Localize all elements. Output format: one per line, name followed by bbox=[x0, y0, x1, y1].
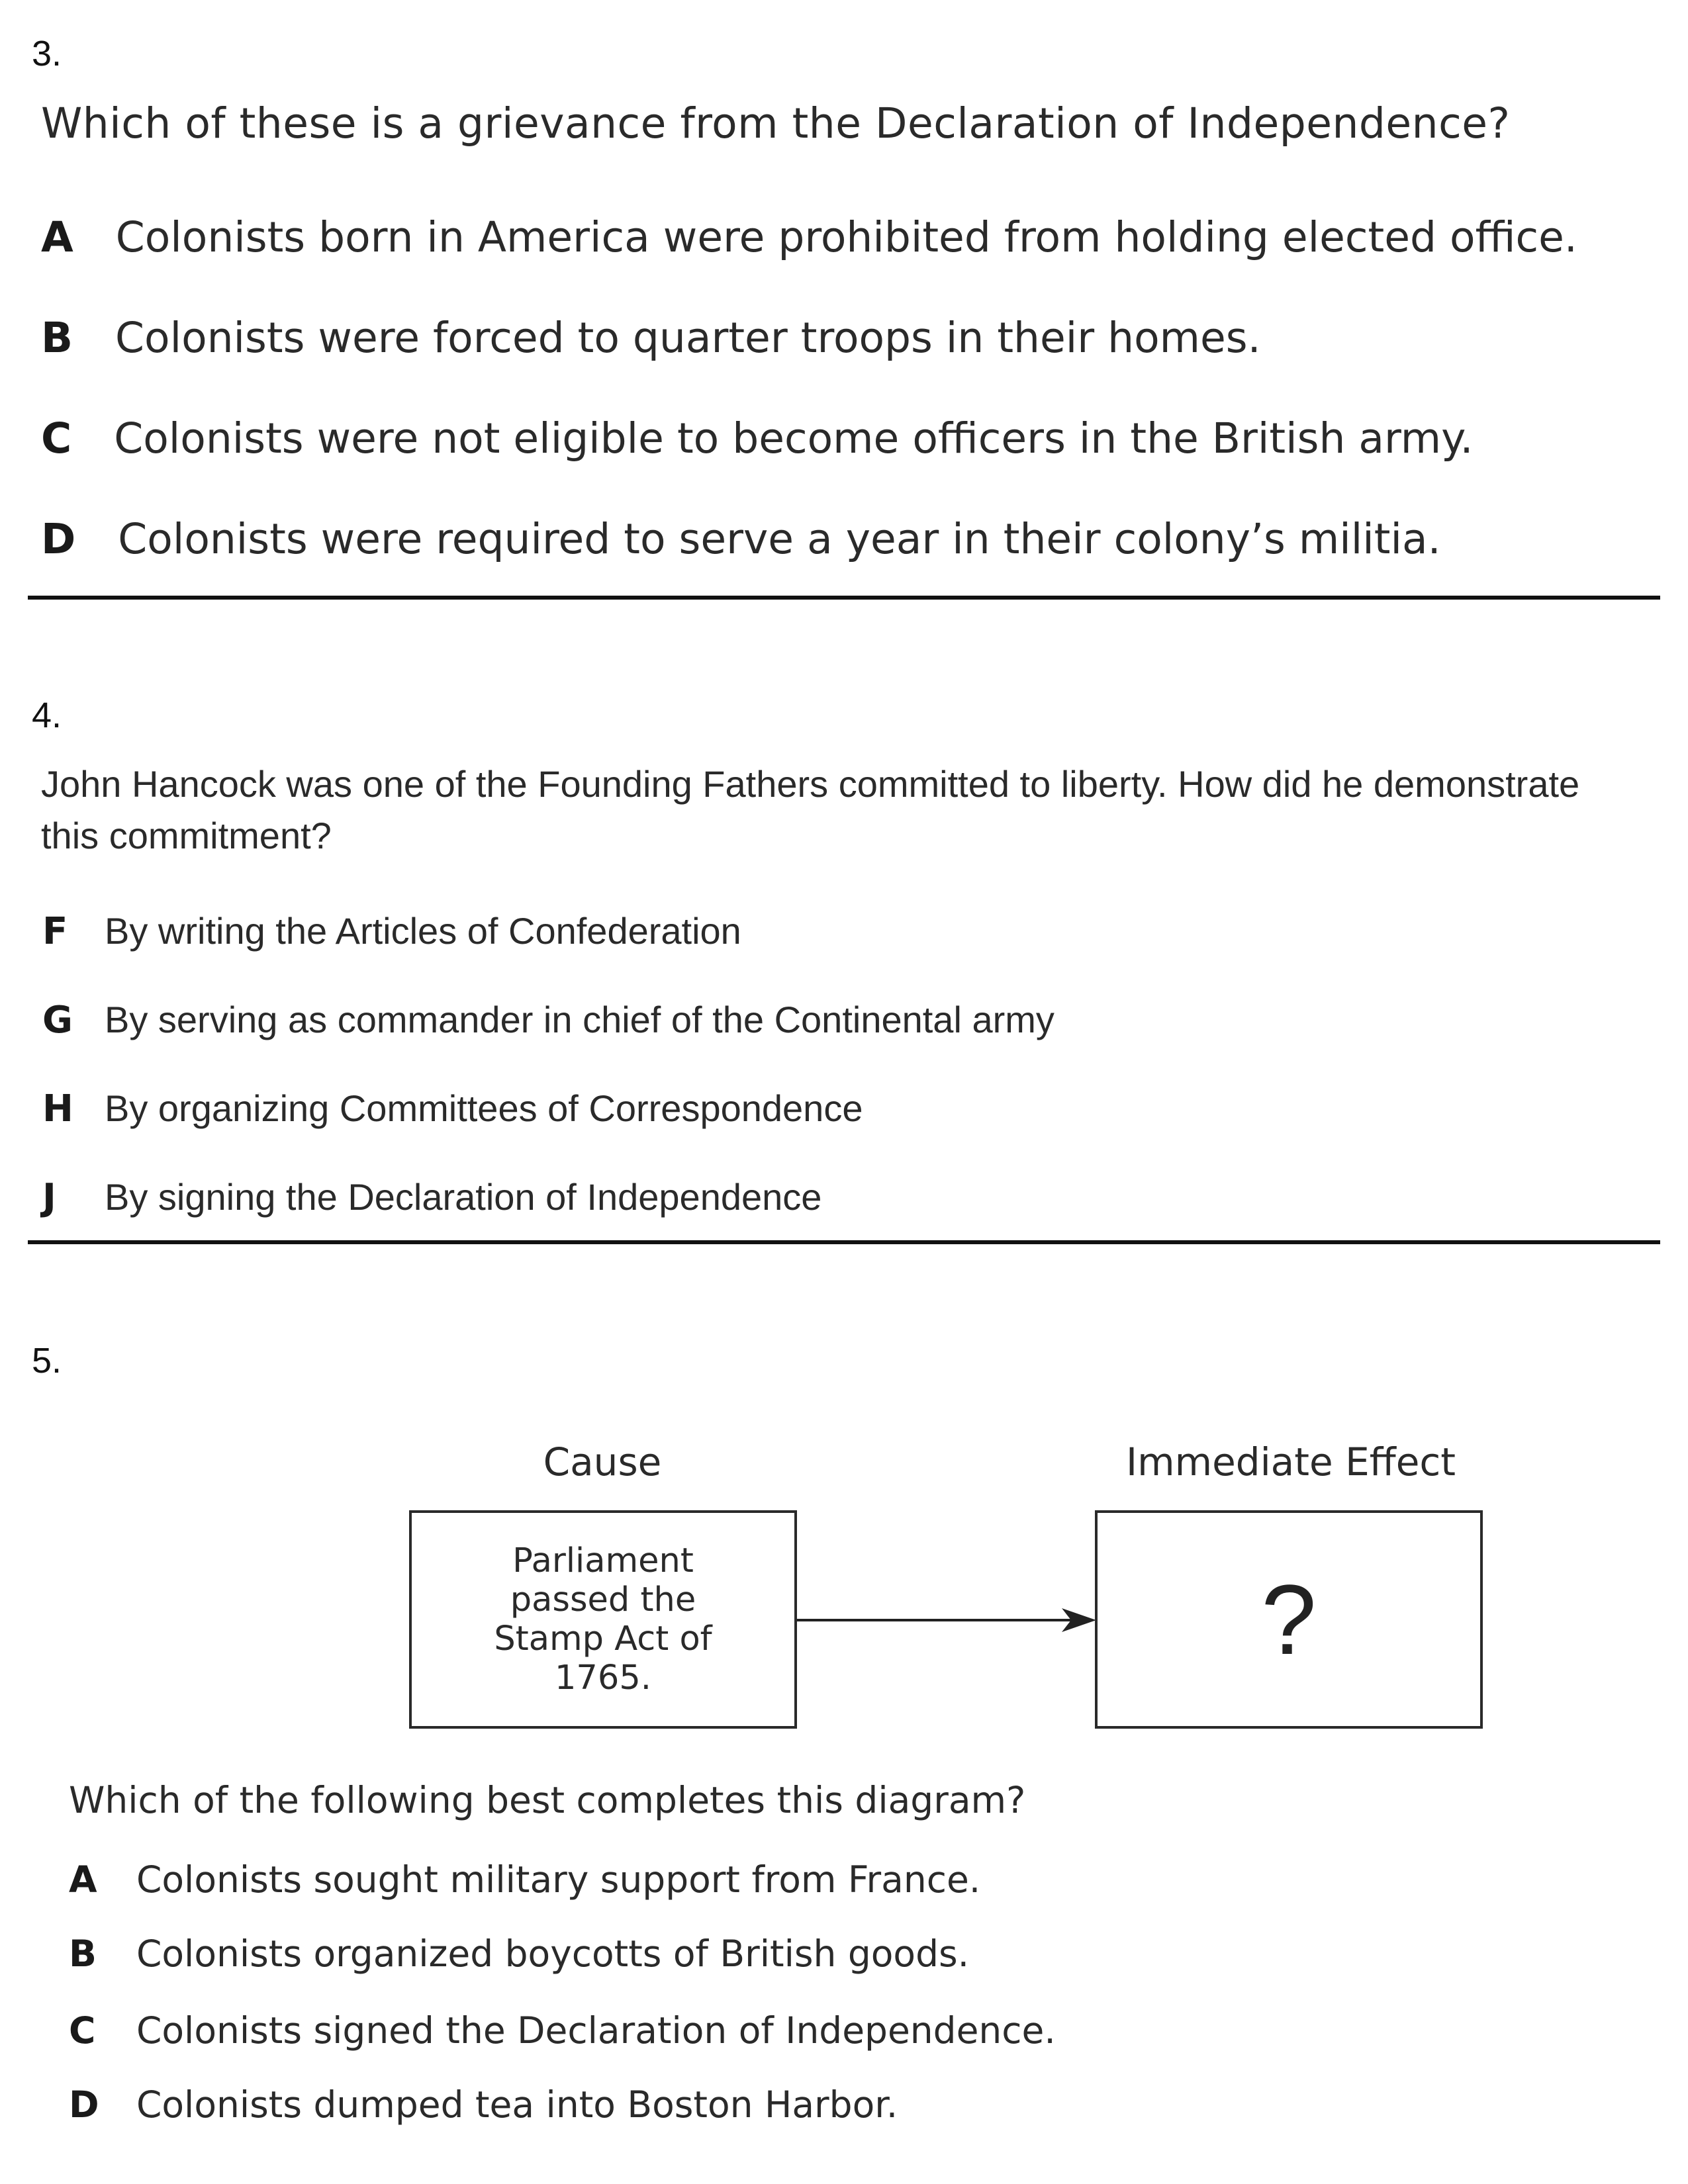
option-letter: D bbox=[41, 515, 76, 563]
cause-heading: Cause bbox=[543, 1439, 662, 1484]
option-letter: C bbox=[41, 414, 72, 463]
question-5-option-d[interactable] bbox=[69, 2083, 898, 2126]
question-4-stem-line-2: this commitment? bbox=[41, 815, 332, 856]
cause-text-line: Parliament bbox=[512, 1541, 694, 1580]
option-letter: D bbox=[69, 2083, 99, 2126]
question-4-option-f[interactable] bbox=[42, 909, 741, 953]
effect-box bbox=[1095, 1510, 1483, 1729]
question-5-stem: Which of the following best completes this diagram? bbox=[69, 1779, 1026, 1821]
option-text: By serving as commander in chief of the Continental army bbox=[105, 999, 1055, 1040]
section-divider bbox=[28, 1240, 1660, 1244]
section-divider bbox=[28, 596, 1660, 600]
option-letter: A bbox=[69, 1858, 97, 1901]
option-text: By organizing Committees of Correspondence bbox=[105, 1087, 863, 1129]
question-4-stem-line-1: John Hancock was one of the Founding Fathers committed to liberty. How did he demonstrate bbox=[41, 763, 1580, 805]
option-text: Colonists were not eligible to become officers in the British army. bbox=[114, 414, 1474, 463]
option-text: By writing the Articles of Confederation bbox=[105, 910, 741, 952]
question-3-option-c[interactable] bbox=[41, 414, 1474, 463]
option-letter: G bbox=[42, 999, 73, 1042]
question-4-number: 4. bbox=[32, 696, 62, 735]
unknown-effect: ? bbox=[1261, 1564, 1317, 1675]
option-text: Colonists dumped tea into Boston Harbor. bbox=[136, 2083, 898, 2126]
cause-text-line: Stamp Act of bbox=[494, 1619, 712, 1659]
option-text: By signing the Declaration of Independence bbox=[105, 1176, 822, 1218]
question-3-stem: Which of these is a grievance from the Declaration of Independence? bbox=[41, 99, 1511, 148]
option-letter: B bbox=[69, 1933, 97, 1975]
question-5-number: 5. bbox=[32, 1341, 62, 1381]
question-3-number: 3. bbox=[32, 34, 62, 73]
cause-effect-arrow bbox=[794, 1600, 1099, 1640]
option-text: Colonists were required to serve a year in their colony’s militia. bbox=[118, 515, 1441, 563]
question-5-option-b[interactable] bbox=[69, 1933, 969, 1975]
question-5-option-c[interactable] bbox=[69, 2009, 1056, 2052]
effect-heading: Immediate Effect bbox=[1125, 1439, 1456, 1484]
question-4-option-h[interactable] bbox=[42, 1087, 863, 1130]
option-letter: B bbox=[41, 314, 73, 362]
option-text: Colonists were forced to quarter troops in their homes. bbox=[115, 314, 1261, 362]
option-text: Colonists sought military support from France. bbox=[136, 1858, 981, 1901]
question-3-option-b[interactable] bbox=[41, 314, 1261, 362]
option-letter: C bbox=[69, 2009, 96, 2052]
cause-text-line: 1765. bbox=[554, 1659, 651, 1698]
cause-text-line: passed the bbox=[510, 1580, 696, 1619]
option-letter: H bbox=[42, 1087, 73, 1130]
option-text: Colonists born in America were prohibited from holding elected office. bbox=[115, 213, 1577, 261]
option-letter: F bbox=[42, 910, 68, 953]
question-4-option-j[interactable] bbox=[42, 1175, 821, 1219]
option-text: Colonists organized boycotts of British goods. bbox=[136, 1933, 970, 1975]
question-3-option-a[interactable] bbox=[41, 213, 1577, 261]
question-3-option-d[interactable] bbox=[41, 515, 1441, 563]
option-text: Colonists signed the Declaration of Independence. bbox=[136, 2009, 1056, 2052]
option-letter: J bbox=[42, 1176, 56, 1219]
question-5-option-a[interactable] bbox=[69, 1858, 980, 1901]
cause-box bbox=[409, 1510, 797, 1729]
option-letter: A bbox=[41, 213, 73, 261]
question-4-option-g[interactable] bbox=[42, 998, 1055, 1042]
